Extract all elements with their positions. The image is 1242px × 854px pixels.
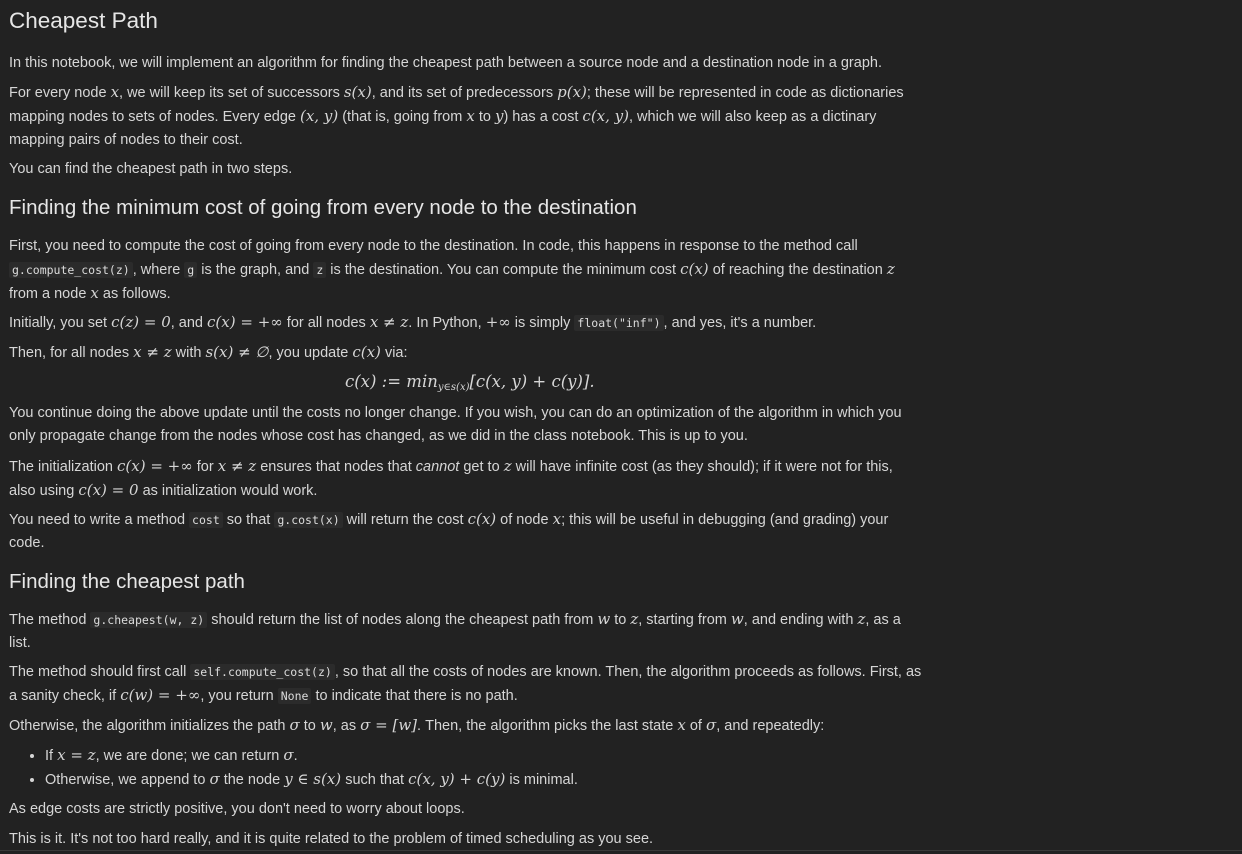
section1-paragraph-1: First, you need to compute the cost of going from every node to the destination. In code, this happens in response to the method call g.compute_cost(z) , where g is the graph, and z is the destination. You can compute the minimum cost c(x) of reaching the destination z from a node x as follows. xyxy=(9,238,895,302)
section-heading-minimum-cost: Finding the minimum cost of going from every node to the destination xyxy=(9,196,637,219)
code-float-inf: float("inf") xyxy=(574,315,663,331)
section1-paragraph-2: Initially, you set c(z) = 0, and c(x) = +∞ for all nodes x ≠ z. In Python, +∞ is simply float("inf") , and yes, it's a number. xyxy=(9,313,817,331)
section2-paragraph-1: The method g.cheapest(w, z) should return the list of nodes along the cheapest path from w to z, starting from w, and ending with z, as a list. xyxy=(9,610,901,651)
code-cost: cost xyxy=(189,512,223,528)
section2-paragraph-4: As edge costs are strictly positive, you don't need to worry about loops. xyxy=(9,801,465,817)
algorithm-steps-list xyxy=(9,744,960,792)
intro-paragraph-2: For every node x, we will keep its set of successors s(x), and its set of predecessors p(x); these will be represented in code as dictionaries mapping nodes to sets of nodes. Every edge (x, y) (that is, going from x to y) has a cost c(x, y), which we will also keep as a dictinary mapping pairs of nodes to their cost. xyxy=(9,83,904,148)
list-item: • Otherwise, we append to σ the node y ∈ s(x) such that c(x, y) + c(y) is minimal. xyxy=(45,768,960,792)
code-none: None xyxy=(278,688,312,704)
code-z: z xyxy=(313,262,326,278)
section2-paragraph-5: This is it. It's not too hard really, and it is quite related to the problem of timed scheduling as you see. xyxy=(9,831,654,847)
intro-paragraph-3: You can find the cheapest path in two steps. xyxy=(9,161,293,177)
section1-paragraph-4: You continue doing the above update until the costs no longer change. If you wish, you can do an optimization of the algorithm in which you only propagate change from the nodes whose cost has changed, as we did in the class notebook. This is up to you. xyxy=(9,405,902,444)
cell-divider xyxy=(0,850,1242,851)
list-item: • If x = z, we are done; we can return σ. xyxy=(45,744,960,768)
section-heading-cheapest-path: Finding the cheapest path xyxy=(9,570,245,593)
section1-paragraph-6: You need to write a method cost so that g.cost(x) will return the cost c(x) of node x; this will be useful in debugging (and grading) your code. xyxy=(9,510,889,551)
code-g: g xyxy=(184,262,197,278)
code-g-cost: g.cost(x) xyxy=(274,512,342,528)
section2-paragraph-3: Otherwise, the algorithm initializes the path σ to w, as σ = [w]. Then, the algorithm picks the last state x of σ, and repeatedly: xyxy=(9,716,825,734)
code-compute-cost: g.compute_cost(z) xyxy=(9,262,133,278)
page-title: Cheapest Path xyxy=(9,8,158,33)
code-self-compute-cost: self.compute_cost(z) xyxy=(190,664,334,680)
intro-paragraph-1: In this notebook, we will implement an algorithm for finding the cheapest path between a source node and a destination node in a graph. xyxy=(9,55,882,71)
section1-paragraph-5: The initialization c(x) = +∞ for x ≠ z ensures that nodes that cannot get to z will have infinite cost (as they should); if it were not for this, also using c(x) = 0 as initialization would work. xyxy=(9,457,893,499)
section1-paragraph-3: Then, for all nodes x ≠ z with s(x) ≠ ∅, you update c(x) via: xyxy=(9,343,408,361)
section2-paragraph-2: The method should first call self.compute_cost(z) , so that all the costs of nodes are known. Then, the algorithm proceeds as follows. First, as a sanity check, if c(w) = +∞, you return None to indicate that there is no path. xyxy=(9,664,922,704)
code-cheapest: g.cheapest(w, z) xyxy=(90,612,207,628)
update-equation: c(x) := $\min_{y\in s(x)}[c(x$, y) + c(y)]. xyxy=(345,372,595,393)
